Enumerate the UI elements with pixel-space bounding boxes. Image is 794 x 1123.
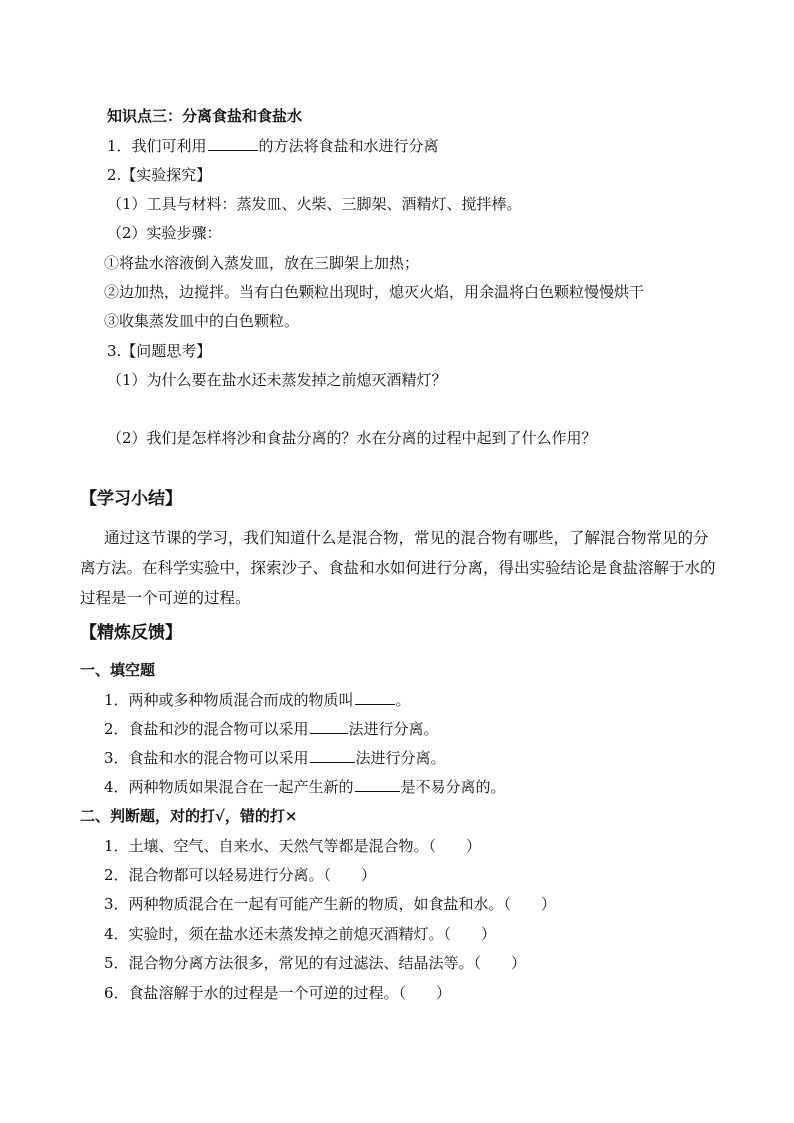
summary-line-2: 离方法。在科学实验中，探索沙子、食盐和水如何进行分离，得出实验结论是食盐溶解于水的 (80, 559, 716, 577)
tools-line: （1）工具与材料：蒸发皿、火柴、三脚架、酒精灯、搅拌棒。 (107, 195, 522, 213)
judge-question: 1．土壤、空气、自来水、天然气等都是混合物。（ ） (104, 837, 482, 855)
item-3-heading: 3.【问题思考】 (107, 342, 212, 360)
step-2: ②边加热，边搅拌。当有白色颗粒出现时，熄灭火焰，用余温将白色颗粒慢慢烘干 (104, 283, 645, 301)
item-1 (107, 135, 439, 156)
fill-blank[interactable] (355, 776, 400, 792)
step-3: ③收集蒸发皿中的白色颗粒。 (104, 312, 300, 330)
fill-question-suffix: 是不易分离的。 (400, 778, 506, 796)
summary-line-1: 通过这节课的学习，我们知道什么是混合物，常见的混合物有哪些，了解混合物常见的分 (104, 529, 709, 547)
judge-question: 2．混合物都可以轻易进行分离。（ ） (104, 866, 377, 884)
fill-question (104, 689, 411, 710)
fill-question-text: 3．食盐和水的混合物可以采用 (104, 749, 309, 767)
step-1: ①将盐水溶液倒入蒸发皿，放在三脚架上加热； (104, 254, 420, 272)
fill-question-suffix: 。 (395, 691, 411, 709)
fill-question-text: 4．两种物质如果混合在一起产生新的 (104, 778, 354, 796)
judge-question: 5．混合物分离方法很多，常见的有过滤法、结晶法等。（ ） (104, 954, 527, 972)
judge-question: 3．两种物质混合在一起有可能产生新的物质，如食盐和水。（ ） (104, 895, 557, 913)
section-title: 知识点三：分离食盐和食盐水 (107, 107, 303, 125)
fill-question-text: 1．两种或多种物质混合而成的物质叫 (104, 691, 354, 709)
practice-heading: 【精炼反馈】 (80, 623, 182, 643)
steps-label: （2）实验步骤： (107, 224, 222, 242)
fill-question-text: 2．食盐和沙的混合物可以采用 (104, 720, 309, 738)
fill-blank[interactable] (208, 135, 258, 151)
question-2: （2）我们是怎样将沙和食盐分离的？水在分离的过程中起到了什么作用？ (107, 429, 597, 447)
judge-question: 6．食盐溶解于水的过程是一个可逆的过程。（ ） (104, 984, 452, 1002)
fill-question-suffix: 法进行分离。 (355, 749, 446, 767)
judge-question: 4．实验时，须在盐水还未蒸发掉之前熄灭酒精灯。（ ） (104, 925, 497, 943)
summary-line-3: 过程是一个可逆的过程。 (80, 589, 251, 607)
fill-question (104, 718, 439, 739)
judge-section-title: 二、判断题，对的打√，错的打× (80, 807, 298, 825)
fill-blank[interactable] (355, 689, 395, 705)
question-1: （1）为什么要在盐水还未蒸发掉之前熄灭酒精灯？ (107, 371, 447, 389)
item-1-text-before: 1．我们可利用 (107, 137, 207, 155)
item-1-text-after: 的方法将食盐和水进行分离 (258, 137, 439, 155)
fill-question-suffix: 法进行分离。 (348, 720, 439, 738)
fill-section-title: 一、填空题 (80, 661, 156, 679)
item-2-heading: 2.【实验探究】 (107, 166, 212, 184)
fill-blank[interactable] (310, 747, 355, 763)
summary-heading: 【学习小结】 (80, 489, 182, 509)
fill-question (104, 776, 506, 797)
fill-blank[interactable] (310, 718, 348, 734)
fill-question (104, 747, 446, 768)
